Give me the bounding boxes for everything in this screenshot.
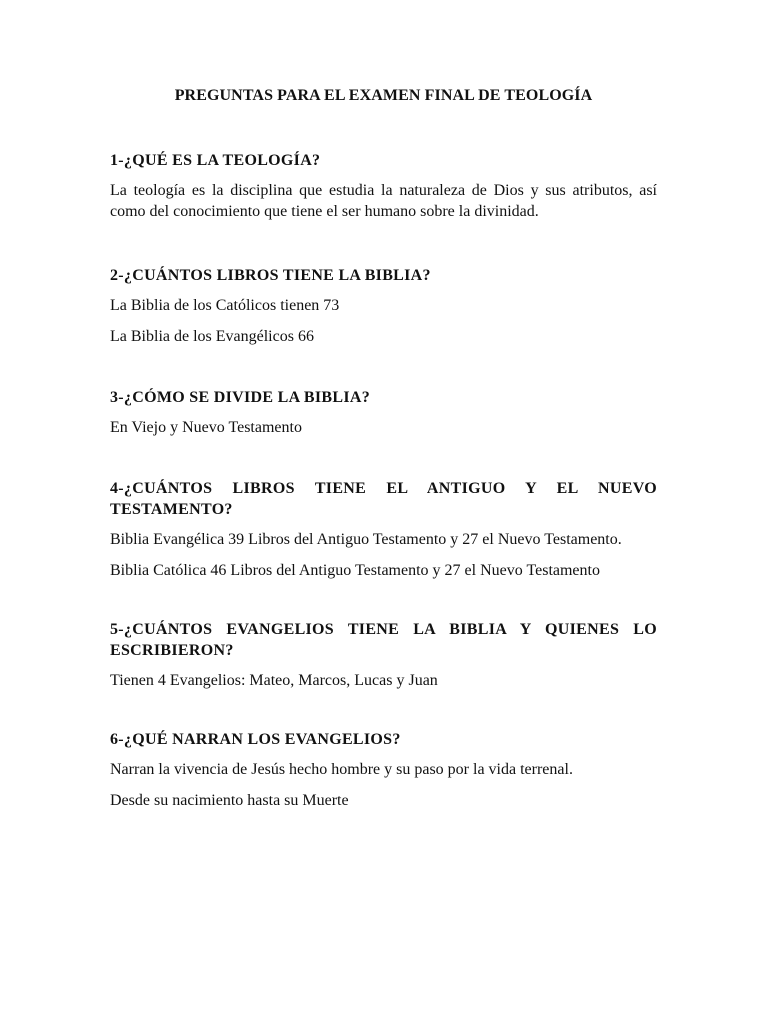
- answer-5-1: Tienen 4 Evangelios: Mateo, Marcos, Lucas y Juan: [110, 672, 438, 689]
- question-block-5: [110, 619, 657, 691]
- question-5: 5-¿CUÁNTOS EVANGELIOS TIENE LA BIBLIA Y QUIENES LO ESCRIBIERON?: [110, 621, 657, 659]
- answer-2-1: La Biblia de los Católicos tienen 73: [110, 297, 340, 314]
- question-block-1: [110, 150, 657, 222]
- answer-4-1: Biblia Evangélica 39 Libros del Antiguo Testamento y 27 el Nuevo Testamento.: [110, 531, 622, 548]
- question-block-6: [110, 729, 657, 811]
- document-title: PREGUNTAS PARA EL EXAMEN FINAL DE TEOLOGÍA: [174, 87, 593, 104]
- answer-1-1: La teología es la disciplina que estudia la naturaleza de Dios y sus atributos, así como del conocimiento que tiene el ser humano sobre la divinidad.: [110, 182, 657, 220]
- answer-4-2: Biblia Católica 46 Libros del Antiguo Testamento y 27 el Nuevo Testamento: [110, 562, 600, 579]
- answer-2-2: La Biblia de los Evangélicos 66: [110, 328, 314, 345]
- question-block-2: [110, 265, 657, 347]
- question-block-4: [110, 478, 657, 581]
- document-page: [110, 85, 657, 821]
- question-block-3: [110, 387, 657, 438]
- answer-6-1: Narran la vivencia de Jesús hecho hombre y su paso por la vida terrenal.: [110, 761, 573, 778]
- answer-6-2: Desde su nacimiento hasta su Muerte: [110, 792, 349, 809]
- question-1: 1-¿QUÉ ES LA TEOLOGÍA?: [110, 152, 321, 169]
- question-2: 2-¿CUÁNTOS LIBROS TIENE LA BIBLIA?: [110, 267, 431, 284]
- question-4: 4-¿CUÁNTOS LIBROS TIENE EL ANTIGUO Y EL NUEVO TESTAMENTO?: [110, 480, 657, 518]
- question-3: 3-¿CÓMO SE DIVIDE LA BIBLIA?: [110, 389, 371, 406]
- question-6: 6-¿QUÉ NARRAN LOS EVANGELIOS?: [110, 731, 401, 748]
- answer-3-1: En Viejo y Nuevo Testamento: [110, 419, 302, 436]
